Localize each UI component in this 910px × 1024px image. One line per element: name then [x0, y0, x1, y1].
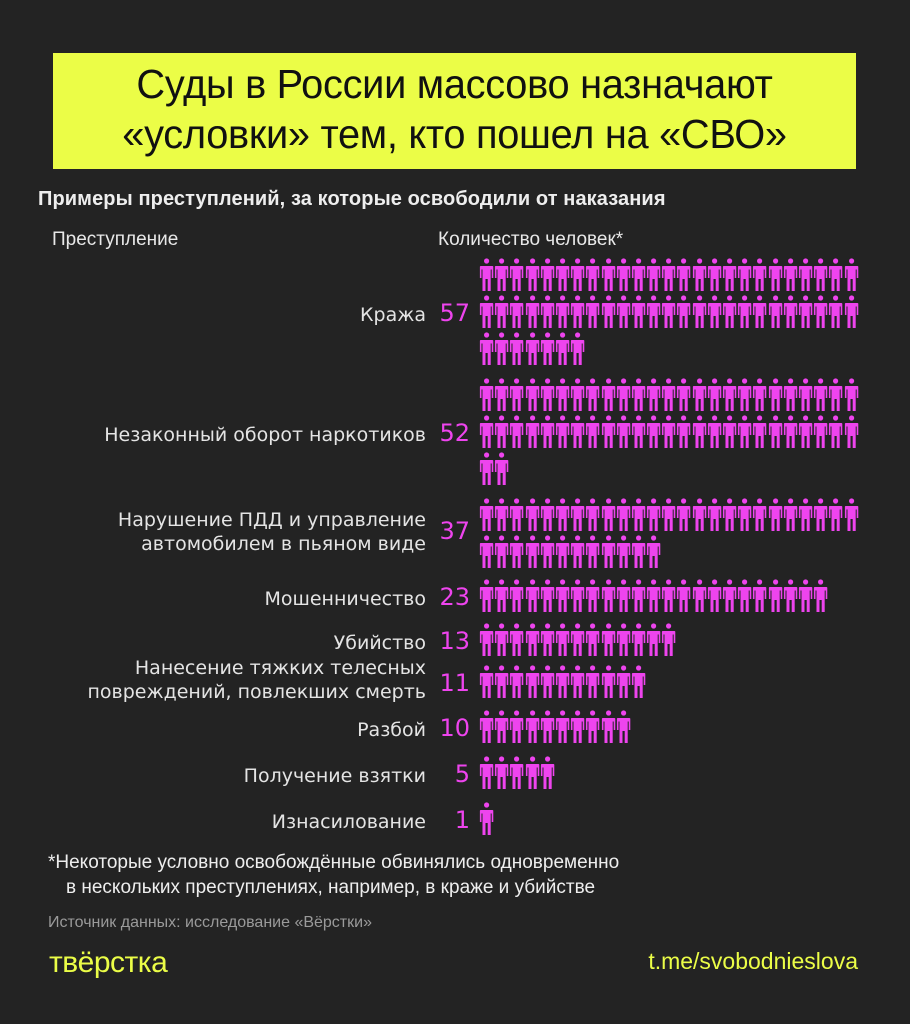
- person-icon: [661, 295, 676, 329]
- person-icon: [616, 710, 631, 744]
- person-icon: [525, 756, 540, 790]
- person-icon: [813, 258, 828, 292]
- brand-logo: твёрстка: [49, 946, 168, 979]
- person-icon: [722, 378, 737, 412]
- person-icon: [616, 295, 631, 329]
- person-icon: [707, 579, 722, 613]
- person-icon: [768, 415, 783, 449]
- person-icon: [722, 498, 737, 532]
- person-icon: [540, 295, 555, 329]
- person-icon: [707, 498, 722, 532]
- person-icon: [646, 295, 661, 329]
- person-icon: [616, 579, 631, 613]
- row-label: Разбой: [357, 719, 426, 741]
- person-icon: [601, 535, 616, 569]
- person-icon: [570, 295, 585, 329]
- row-count: 52: [439, 419, 470, 447]
- person-icon: [722, 258, 737, 292]
- person-icon: [676, 579, 691, 613]
- telegram-link[interactable]: t.me/svobodnieslova: [648, 948, 858, 974]
- person-icon: [479, 710, 494, 744]
- person-icon: [844, 415, 859, 449]
- person-icon: [676, 415, 691, 449]
- row-count: 5: [454, 760, 470, 788]
- person-icon: [692, 415, 707, 449]
- person-icon: [631, 579, 646, 613]
- person-icon: [555, 498, 570, 532]
- person-icon-group: [479, 623, 869, 657]
- person-icon: [494, 295, 509, 329]
- footnote-line-2: в нескольких преступлениях, например, в краже и убийстве: [66, 877, 596, 898]
- person-icon: [737, 258, 752, 292]
- person-icon: [479, 258, 494, 292]
- person-icon: [646, 378, 661, 412]
- person-icon: [601, 415, 616, 449]
- person-icon: [555, 378, 570, 412]
- row-count: 13: [439, 627, 470, 655]
- person-icon-group: [479, 579, 869, 613]
- row-label-line-1: Нанесение тяжких телесных: [134, 657, 426, 679]
- person-icon: [525, 623, 540, 657]
- footnote: [48, 850, 619, 900]
- person-icon: [479, 623, 494, 657]
- person-icon-group: [479, 378, 869, 486]
- person-icon: [752, 498, 767, 532]
- person-icon: [555, 295, 570, 329]
- person-icon: [555, 579, 570, 613]
- person-icon: [646, 623, 661, 657]
- person-icon-group: [479, 710, 869, 744]
- person-icon: [494, 258, 509, 292]
- person-icon: [783, 415, 798, 449]
- person-icon: [570, 579, 585, 613]
- person-icon: [692, 498, 707, 532]
- person-icon: [692, 258, 707, 292]
- person-icon: [616, 258, 631, 292]
- person-icon: [585, 295, 600, 329]
- person-icon: [494, 756, 509, 790]
- person-icon: [692, 295, 707, 329]
- person-icon: [783, 295, 798, 329]
- person-icon: [798, 415, 813, 449]
- person-icon: [585, 378, 600, 412]
- person-icon: [540, 579, 555, 613]
- person-icon: [479, 756, 494, 790]
- person-icon: [661, 258, 676, 292]
- person-icon: [844, 498, 859, 532]
- person-icon: [783, 258, 798, 292]
- person-icon-group: [479, 756, 869, 790]
- person-icon: [768, 295, 783, 329]
- person-icon: [798, 579, 813, 613]
- person-icon: [479, 295, 494, 329]
- person-icon: [540, 332, 555, 366]
- person-icon: [525, 332, 540, 366]
- person-icon: [525, 579, 540, 613]
- person-icon: [570, 623, 585, 657]
- person-icon: [768, 579, 783, 613]
- person-icon: [509, 710, 524, 744]
- person-icon: [631, 623, 646, 657]
- person-icon: [540, 498, 555, 532]
- person-icon: [601, 378, 616, 412]
- person-icon: [494, 665, 509, 699]
- person-icon: [540, 665, 555, 699]
- person-icon: [570, 258, 585, 292]
- person-icon: [661, 498, 676, 532]
- row-label: [118, 508, 426, 556]
- person-icon: [631, 498, 646, 532]
- person-icon: [540, 535, 555, 569]
- person-icon: [676, 498, 691, 532]
- person-icon: [631, 295, 646, 329]
- person-icon: [692, 579, 707, 613]
- person-icon: [646, 415, 661, 449]
- person-icon: [844, 258, 859, 292]
- person-icon: [601, 295, 616, 329]
- person-icon: [752, 295, 767, 329]
- person-icon: [509, 665, 524, 699]
- person-icon: [479, 535, 494, 569]
- person-icon: [813, 415, 828, 449]
- person-icon: [494, 623, 509, 657]
- person-icon: [509, 579, 524, 613]
- person-icon: [661, 579, 676, 613]
- person-icon: [616, 415, 631, 449]
- person-icon: [783, 498, 798, 532]
- person-icon: [798, 258, 813, 292]
- person-icon: [509, 415, 524, 449]
- person-icon: [525, 295, 540, 329]
- row-label: Незаконный оборот наркотиков: [104, 424, 426, 446]
- person-icon: [525, 498, 540, 532]
- title-line-1: Суды в России массово назначают: [136, 61, 773, 107]
- person-icon: [479, 415, 494, 449]
- person-icon: [676, 378, 691, 412]
- person-icon: [798, 498, 813, 532]
- person-icon: [540, 258, 555, 292]
- person-icon: [752, 378, 767, 412]
- person-icon-group: [479, 258, 869, 366]
- person-icon: [540, 710, 555, 744]
- column-header-crime: Преступление: [52, 229, 179, 250]
- person-icon: [601, 498, 616, 532]
- person-icon: [570, 332, 585, 366]
- person-icon: [798, 378, 813, 412]
- row-count: 57: [439, 299, 470, 327]
- person-icon: [555, 258, 570, 292]
- person-icon: [555, 623, 570, 657]
- person-icon: [494, 535, 509, 569]
- person-icon: [631, 378, 646, 412]
- person-icon: [661, 378, 676, 412]
- person-icon: [631, 665, 646, 699]
- person-icon: [509, 623, 524, 657]
- person-icon: [737, 498, 752, 532]
- person-icon: [844, 295, 859, 329]
- person-icon: [722, 579, 737, 613]
- person-icon: [479, 452, 494, 486]
- row-label: Мошенничество: [264, 588, 426, 610]
- person-icon: [525, 258, 540, 292]
- row-count: 10: [439, 714, 470, 742]
- person-icon: [601, 710, 616, 744]
- person-icon: [707, 295, 722, 329]
- person-icon: [661, 415, 676, 449]
- person-icon: [570, 378, 585, 412]
- person-icon: [601, 258, 616, 292]
- person-icon: [479, 378, 494, 412]
- person-icon: [844, 378, 859, 412]
- person-icon: [707, 415, 722, 449]
- person-icon: [828, 378, 843, 412]
- row-label-line-2: автомобилем в пьяном виде: [141, 533, 426, 555]
- row-label: Получение взятки: [243, 765, 426, 787]
- person-icon: [570, 535, 585, 569]
- person-icon: [616, 665, 631, 699]
- person-icon: [479, 579, 494, 613]
- person-icon: [813, 378, 828, 412]
- person-icon: [692, 378, 707, 412]
- person-icon: [601, 665, 616, 699]
- person-icon: [737, 415, 752, 449]
- person-icon: [540, 756, 555, 790]
- person-icon: [752, 258, 767, 292]
- person-icon: [585, 258, 600, 292]
- person-icon: [479, 665, 494, 699]
- person-icon: [783, 378, 798, 412]
- person-icon: [509, 756, 524, 790]
- person-icon: [585, 535, 600, 569]
- person-icon: [752, 579, 767, 613]
- person-icon: [585, 710, 600, 744]
- person-icon: [737, 378, 752, 412]
- person-icon: [661, 623, 676, 657]
- person-icon: [798, 295, 813, 329]
- person-icon: [601, 579, 616, 613]
- person-icon: [828, 258, 843, 292]
- person-icon: [737, 579, 752, 613]
- person-icon: [494, 332, 509, 366]
- person-icon: [768, 498, 783, 532]
- person-icon: [768, 258, 783, 292]
- person-icon: [479, 802, 494, 836]
- person-icon: [479, 498, 494, 532]
- person-icon: [509, 258, 524, 292]
- person-icon: [646, 498, 661, 532]
- person-icon: [585, 415, 600, 449]
- person-icon: [585, 665, 600, 699]
- chart-subtitle: Примеры преступлений, за которые освободили от наказания: [38, 188, 666, 210]
- title-banner: [53, 53, 856, 169]
- person-icon: [555, 332, 570, 366]
- person-icon: [570, 665, 585, 699]
- person-icon: [494, 452, 509, 486]
- person-icon: [707, 378, 722, 412]
- person-icon: [585, 623, 600, 657]
- person-icon: [509, 378, 524, 412]
- row-count: 23: [439, 583, 470, 611]
- person-icon-group: [479, 665, 869, 699]
- person-icon-group: [479, 802, 869, 836]
- row-label: Убийство: [333, 632, 426, 654]
- column-header-count: Количество человек*: [438, 229, 624, 250]
- person-icon: [676, 258, 691, 292]
- row-count: 37: [439, 517, 470, 545]
- row-count: 1: [454, 806, 470, 834]
- footnote-line-1: *Некоторые условно освобождённые обвинялись одновременно: [48, 852, 620, 873]
- person-icon: [752, 415, 767, 449]
- person-icon: [555, 710, 570, 744]
- person-icon: [616, 498, 631, 532]
- person-icon: [509, 295, 524, 329]
- row-label: Изнасилование: [271, 811, 426, 833]
- person-icon: [525, 415, 540, 449]
- row-label: Кража: [360, 304, 426, 326]
- person-icon: [555, 535, 570, 569]
- person-icon: [540, 415, 555, 449]
- person-icon: [676, 295, 691, 329]
- person-icon: [813, 295, 828, 329]
- person-icon: [631, 415, 646, 449]
- person-icon: [828, 295, 843, 329]
- person-icon: [555, 665, 570, 699]
- person-icon: [813, 498, 828, 532]
- person-icon: [646, 579, 661, 613]
- person-icon: [570, 415, 585, 449]
- person-icon: [540, 623, 555, 657]
- person-icon-group: [479, 498, 869, 569]
- person-icon: [783, 579, 798, 613]
- person-icon: [631, 258, 646, 292]
- person-icon: [479, 332, 494, 366]
- person-icon: [585, 579, 600, 613]
- person-icon: [646, 535, 661, 569]
- person-icon: [555, 415, 570, 449]
- person-icon: [813, 579, 828, 613]
- row-label-line-2: повреждений, повлекших смерть: [87, 681, 426, 703]
- person-icon: [494, 579, 509, 613]
- person-icon: [509, 332, 524, 366]
- person-icon: [722, 415, 737, 449]
- person-icon: [540, 378, 555, 412]
- person-icon: [722, 295, 737, 329]
- person-icon: [525, 378, 540, 412]
- person-icon: [570, 498, 585, 532]
- person-icon: [494, 415, 509, 449]
- person-icon: [828, 415, 843, 449]
- person-icon: [646, 258, 661, 292]
- row-label: [87, 656, 426, 704]
- person-icon: [707, 258, 722, 292]
- row-label-line-1: Нарушение ПДД и управление: [117, 509, 426, 531]
- title-line-2: «условки» тем, кто пошел на «СВО»: [122, 111, 787, 157]
- person-icon: [525, 535, 540, 569]
- person-icon: [494, 498, 509, 532]
- person-icon: [494, 378, 509, 412]
- person-icon: [616, 623, 631, 657]
- person-icon: [525, 665, 540, 699]
- person-icon: [737, 295, 752, 329]
- data-source: Источник данных: исследование «Вёрстки»: [48, 914, 372, 931]
- row-count: 11: [439, 669, 470, 697]
- person-icon: [570, 710, 585, 744]
- person-icon: [525, 710, 540, 744]
- person-icon: [616, 378, 631, 412]
- person-icon: [601, 623, 616, 657]
- person-icon: [631, 535, 646, 569]
- person-icon: [828, 498, 843, 532]
- person-icon: [509, 498, 524, 532]
- person-icon: [768, 378, 783, 412]
- person-icon: [494, 710, 509, 744]
- person-icon: [616, 535, 631, 569]
- person-icon: [585, 498, 600, 532]
- person-icon: [509, 535, 524, 569]
